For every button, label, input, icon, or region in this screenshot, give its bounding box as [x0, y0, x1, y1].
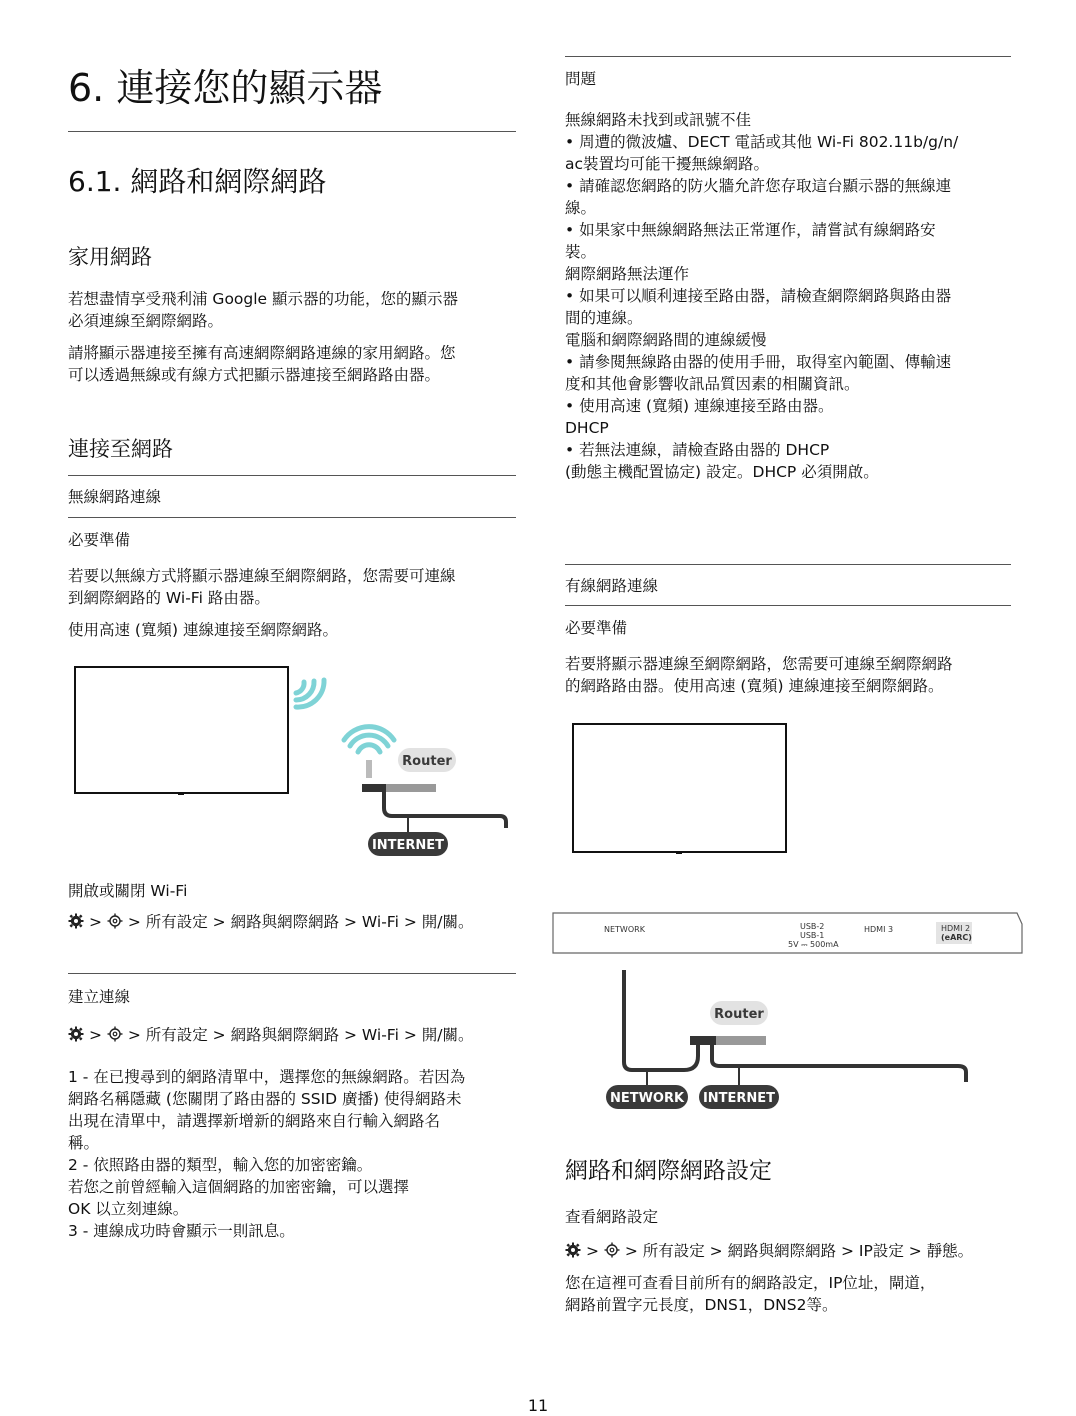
- step-line: 2 - 依照路由器的類型，輸入您的加密密鑰。: [68, 1156, 373, 1174]
- problem-line: 線。: [565, 199, 597, 217]
- step-line: 網路名稱隱藏 (您關閉了路由器的 SSID 廣播) 使得網路未: [68, 1090, 462, 1108]
- router-body-light: [716, 1036, 766, 1045]
- settings-outline-icon: [107, 1026, 123, 1042]
- text-line: 若想盡情享受飛利浦 Google 顯示器的功能，您的顯示器: [68, 290, 459, 308]
- problem-line: 間的連線。: [565, 309, 643, 327]
- text-line: 可以透過無線或有線方式把顯示器連接至網路路由器。: [68, 366, 441, 384]
- home-network-para1: [68, 288, 458, 332]
- section-title: 6.1. 網路和網際網路: [68, 165, 327, 198]
- view-settings-path-text: > 所有設定 > 網路與網際網路 > IP設定 > 靜態。: [624, 1242, 974, 1260]
- text-line: 網路前置字元長度，DNS1，DNS2等。: [565, 1296, 838, 1314]
- settings-gear-icon: [68, 913, 84, 929]
- divider: [68, 131, 516, 132]
- settings-gear-icon: [565, 1242, 581, 1258]
- step-line: 若您之前曾經輸入這個網路的加密密鑰，可以選擇: [68, 1178, 410, 1196]
- establish-path-text: > 所有設定 > 網路與網際網路 > Wi-Fi > 開/關。: [127, 1026, 474, 1044]
- step-line: 1 - 在已搜尋到的網路清單中，選擇您的無線網路。若因為: [68, 1068, 466, 1086]
- wired-tv-diagram: [565, 718, 795, 858]
- step-line: 稱。: [68, 1134, 100, 1152]
- problem-line: 網際網路無法運作: [565, 265, 690, 283]
- router-body-dark: [362, 784, 386, 792]
- panel-usb2-label: USB-2: [800, 922, 825, 931]
- problem-line: DHCP: [565, 419, 609, 437]
- path-separator: >: [88, 913, 102, 931]
- establish-path: [68, 1024, 473, 1046]
- view-settings-para: [565, 1272, 935, 1316]
- text-line: 的網路路由器。使用高速 (寬頻) 連線連接至網際網路。: [565, 677, 944, 695]
- prereq-para2: 使用高速 (寬頻) 連線連接至網際網路。: [68, 621, 338, 639]
- wifi-toggle-title: 開啟或關閉 Wi-Fi: [68, 882, 188, 900]
- problems-list: [565, 109, 958, 483]
- settings-outline-icon: [107, 913, 123, 929]
- text-line: 若要以無線方式將顯示器連線至網際網路，您需要可連線: [68, 567, 456, 585]
- tv-screen: [573, 724, 786, 852]
- tv-indicator: [676, 851, 682, 854]
- internet-cable: [384, 792, 506, 828]
- router-label: Router: [714, 1007, 764, 1022]
- problem-line: • 若無法連線，請檢查路由器的 DHCP: [565, 441, 830, 459]
- divider: [68, 517, 516, 518]
- internet-label: INTERNET: [371, 838, 445, 853]
- wifi-router-icon: [344, 727, 394, 752]
- internet-cable: [712, 1045, 966, 1082]
- wired-prereq-para: [565, 653, 953, 697]
- prereq-para1: [68, 565, 456, 609]
- home-network-heading: 家用網路: [68, 245, 152, 269]
- view-settings-path: [565, 1240, 973, 1262]
- wireless-diagram: [68, 660, 516, 860]
- router-antenna: [366, 760, 372, 778]
- divider: [565, 605, 1011, 606]
- divider: [565, 56, 1011, 57]
- problem-line: ac裝置均可能干擾無線網路。: [565, 155, 770, 173]
- wifi-toggle-path-text: > 所有設定 > 網路與網際網路 > Wi-Fi > 開/關。: [127, 913, 474, 931]
- problem-line: • 周遭的微波爐、DECT 電話或其他 Wi-Fi 802.11b/g/n/: [565, 133, 959, 151]
- problem-line: • 請確認您網路的防火牆允許您存取這台顯示器的無線連: [565, 177, 952, 195]
- connect-heading: 連接至網路: [68, 437, 173, 461]
- establish-title: 建立連線: [68, 988, 131, 1006]
- problem-line: 度和其他會影響收訊品質因素的相關資訊。: [565, 375, 860, 393]
- view-settings-title: 查看網路設定: [565, 1208, 659, 1226]
- home-network-para2: [68, 342, 456, 386]
- settings-outline-icon: [604, 1242, 620, 1258]
- internet-label: INTERNET: [702, 1091, 776, 1106]
- divider: [68, 475, 516, 476]
- step-line: 3 - 連線成功時會顯示一則訊息。: [68, 1222, 295, 1240]
- network-label: NETWORK: [609, 1091, 685, 1106]
- step-line: OK 以立刻連線。: [68, 1200, 189, 1218]
- path-separator: >: [585, 1242, 599, 1260]
- wired-title: 有線網路連線: [565, 577, 659, 595]
- problem-line: • 使用高速 (寬頻) 連線連接至路由器。: [565, 397, 834, 415]
- panel-earc-label: (eARC): [941, 933, 972, 942]
- wired-connection-diagram: [552, 910, 1024, 1115]
- page-number: 11: [527, 1396, 549, 1415]
- problem-line: 裝。: [565, 243, 597, 261]
- text-line: 到網際網路的 Wi-Fi 路由器。: [68, 589, 270, 607]
- router-body-light: [386, 784, 436, 792]
- problem-line: (動態主機配置協定) 設定。DHCP 必須開啟。: [565, 463, 879, 481]
- panel-network-label: NETWORK: [604, 925, 645, 934]
- settings-heading: 網路和網際網路設定: [565, 1158, 772, 1184]
- panel-hdmi2-label: HDMI 2: [941, 924, 971, 933]
- panel-hdmi3-label: HDMI 3: [864, 925, 894, 934]
- step-line: 出現在清單中，請選擇新增新的網路來自行輸入網路名: [68, 1112, 441, 1130]
- network-cable: [624, 970, 698, 1070]
- tv-screen: [75, 667, 288, 793]
- router-body-dark: [690, 1036, 716, 1045]
- divider: [68, 973, 516, 974]
- wired-prereq-title: 必要準備: [565, 619, 628, 637]
- settings-gear-icon: [68, 1026, 84, 1042]
- steps-list: [68, 1066, 465, 1242]
- wifi-tv-icon: [296, 680, 324, 707]
- router-label: Router: [402, 754, 452, 769]
- prereq-title: 必要準備: [68, 531, 131, 549]
- path-separator: >: [88, 1026, 102, 1044]
- problem-line: • 如果可以順利連接至路由器，請檢查網際網路與路由器: [565, 287, 952, 305]
- text-line: 您在這裡可查看目前所有的網路設定，IP位址，閘道，: [565, 1274, 936, 1292]
- wifi-toggle-path: [68, 911, 473, 933]
- divider: [565, 564, 1011, 565]
- text-line: 請將顯示器連接至擁有高速網際網路連線的家用網路。您: [68, 344, 456, 362]
- text-line: 若要將顯示器連線至網際網路，您需要可連線至網際網路: [565, 655, 953, 673]
- problem-line: • 如果家中無線網路無法正常運作，請嘗試有線網路安: [565, 221, 936, 239]
- tv-indicator: [178, 792, 184, 795]
- panel-usb1-label: USB-1: [800, 931, 825, 940]
- problem-line: 無線網路未找到或訊號不佳: [565, 111, 752, 129]
- wireless-title: 無線網路連線: [68, 488, 162, 506]
- problem-line: 電腦和網際網路間的連線緩慢: [565, 331, 767, 349]
- chapter-title: 6. 連接您的顯示器: [68, 66, 383, 110]
- panel-power-label: 5V ⎓ 500mA: [788, 940, 839, 949]
- problem-line: • 請參閱無線路由器的使用手冊，取得室內範圍、傳輸速: [565, 353, 952, 371]
- text-line: 必須連線至網際網路。: [68, 312, 224, 330]
- problems-title: 問題: [565, 70, 597, 88]
